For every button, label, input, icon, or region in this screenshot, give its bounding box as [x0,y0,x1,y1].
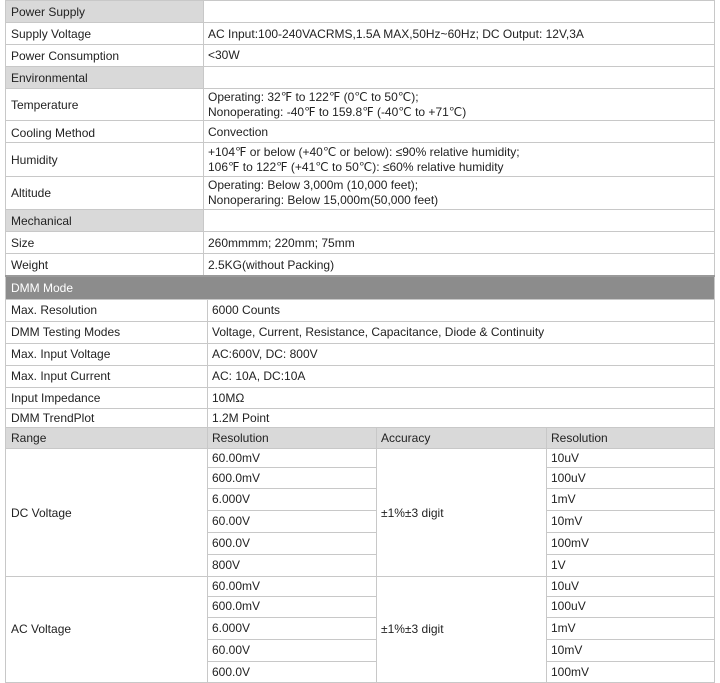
humidity-value-line2: 106℉ to 122℉ (+41℃ to 50℃): ≤60% relative humidity [208,160,504,174]
weight-label: Weight [11,258,49,272]
cooling-method-label: Cooling Method [11,126,96,140]
dc-resolution-cell: 100uV [551,471,586,485]
dc-voltage-accuracy: ±1%±3 digit [381,506,444,520]
section-header-dmm-mode [5,277,715,299]
supply-voltage-value: AC Input:100-240VACRMS,1.5A MAX,50Hz~60Hz; DC Output: 12V,3A [208,27,584,41]
range-column-header: Range [11,431,47,445]
power-supply-title: Power Supply [11,5,86,19]
dc-range-cell: 60.00V [212,514,251,528]
ac-voltage-accuracy: ±1%±3 digit [381,622,444,636]
ac-resolution-cell: 100mV [551,665,590,679]
environmental-title: Environmental [11,71,88,85]
size-label: Size [11,236,35,250]
dmm-row-label: Max. Input Voltage [11,347,111,361]
dc-range-cell: 600.0V [212,536,251,550]
dc-resolution-cell: 100mV [551,536,590,550]
altitude-value-line2: Nonoperaring: Below 15,000m(50,000 feet) [208,193,439,207]
dc-range-cell: 600.0mV [212,471,261,485]
dc-range-cell: 800V [212,558,241,572]
dmm-row-label: Max. Resolution [11,303,98,317]
temperature-value-line1: Operating: 32℉ to 122℉ (0℃ to 50℃); [208,90,419,104]
cooling-method-value: Convection [208,125,269,139]
ac-resolution-cell: 100uV [551,599,586,613]
range-table-header [5,427,715,448]
ac-voltage-label: AC Voltage [11,622,72,636]
dc-range-cell: 60.00mV [212,451,261,465]
altitude-label: Altitude [11,186,52,200]
dc-voltage-label: DC Voltage [11,506,72,520]
power-consumption-label: Power Consumption [11,49,120,63]
dc-resolution-cell: 1V [551,558,566,572]
dc-resolution-cell: 1mV [551,492,576,506]
resolution-column-header: Resolution [212,431,269,445]
supply-voltage-label: Supply Voltage [11,27,92,41]
dmm-row-value: AC: 10A, DC:10A [212,369,306,383]
accuracy-column-header: Accuracy [381,431,431,445]
altitude-value-line1: Operating: Below 3,000m (10,000 feet); [208,178,419,192]
dmm-row-value: 1.2M Point [212,411,270,425]
dmm-row-label: DMM TrendPlot [11,411,95,425]
temperature-label: Temperature [11,98,79,112]
dc-range-cell: 6.000V [212,492,251,506]
dc-resolution-cell: 10mV [551,514,583,528]
temperature-value-line2: Nonoperating: -40℉ to 159.8℉ (-40℃ to +71℃) [208,105,467,119]
humidity-value-line1: +104℉ or below (+40℃ or below): ≤90% relative humidity; [208,145,520,159]
dmm-row-value: AC:600V, DC: 800V [212,347,318,361]
size-value: 260mmmm; 220mm; 75mm [208,236,355,250]
ac-range-cell: 60.00V [212,643,251,657]
dmm-mode-title: DMM Mode [11,281,74,295]
resolution-column-header-2: Resolution [551,431,608,445]
dmm-row-value: 10MΩ [212,391,245,405]
ac-resolution-cell: 10uV [551,579,580,593]
dmm-row-label: Max. Input Current [11,369,111,383]
ac-range-cell: 60.00mV [212,579,261,593]
ac-range-cell: 600.0V [212,665,251,679]
ac-resolution-cell: 1mV [551,621,576,635]
dmm-row-label: Input Impedance [11,391,101,405]
weight-value: 2.5KG(without Packing) [208,258,335,272]
dmm-row-value: 6000 Counts [212,303,281,317]
ac-range-cell: 6.000V [212,621,251,635]
dmm-row-label: DMM Testing Modes [11,325,121,339]
dc-resolution-cell: 10uV [551,451,580,465]
power-consumption-value: <30W [208,48,240,62]
ac-range-cell: 600.0mV [212,599,261,613]
dmm-row-value: Voltage, Current, Resistance, Capacitance, Diode & Continuity [212,325,545,339]
humidity-label: Humidity [11,153,58,167]
ac-resolution-cell: 10mV [551,643,583,657]
mechanical-title: Mechanical [11,214,72,228]
